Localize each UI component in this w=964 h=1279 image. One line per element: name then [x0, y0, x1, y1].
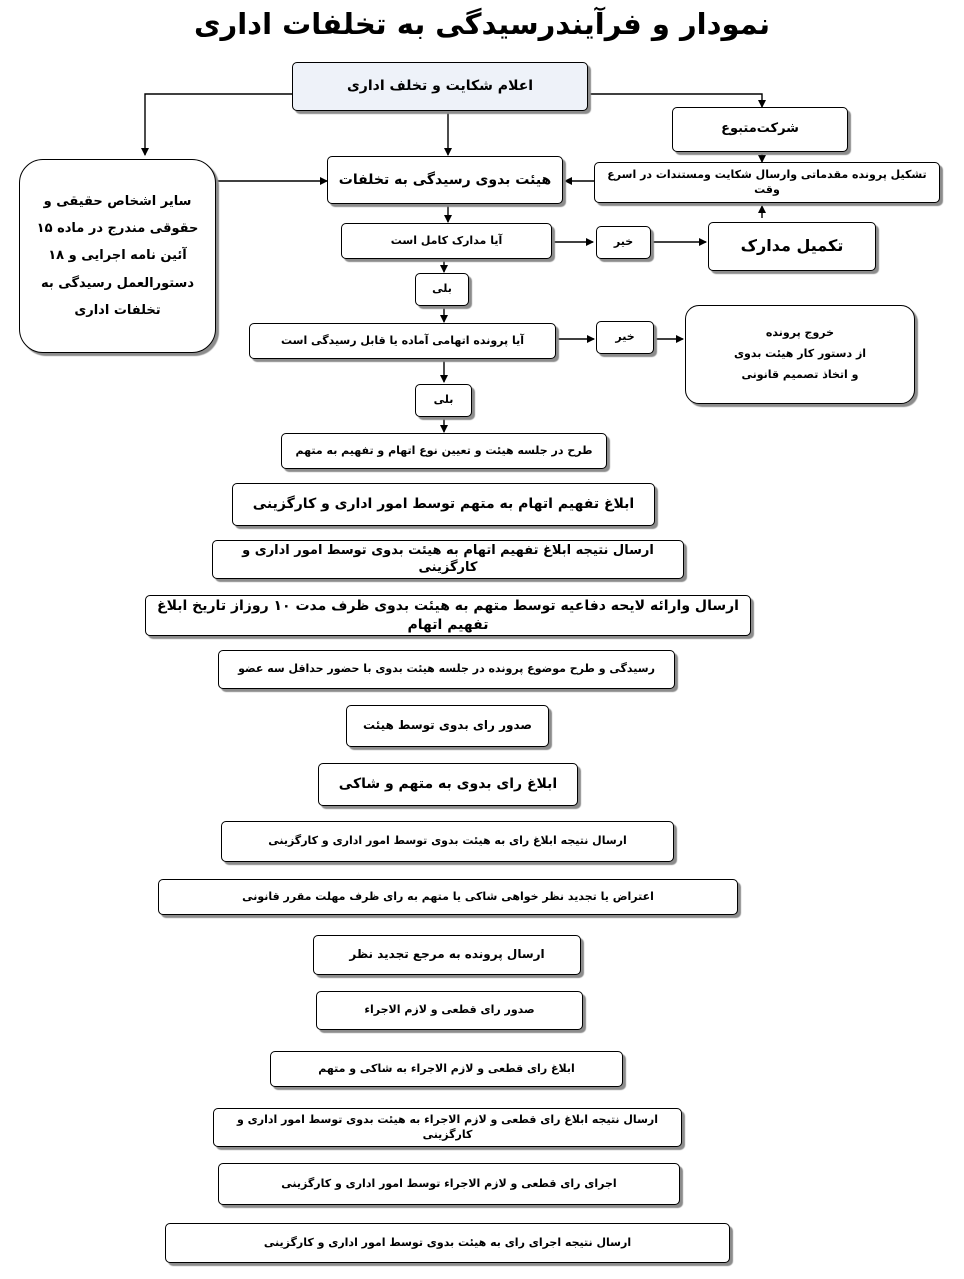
step-15-label: ارسال نتیجه اجرای رای به هیئت بدوی توسط امور اداری و کارگزینی — [263, 1235, 632, 1249]
step-13 — [213, 1108, 682, 1147]
start-node-label: اعلام شکایت و تخلف اداری — [346, 78, 534, 95]
arrow-start-to-complainant — [588, 94, 762, 107]
step-9 — [158, 879, 738, 915]
yes-decision-2-label: بلی — [433, 393, 454, 407]
step-12-label: ابلاغ رای قطعی و لازم الاجراء به شاکی و متهم — [318, 1061, 575, 1075]
step-8 — [221, 821, 674, 862]
page-title: نمودار و فرآیندرسیدگی به تخلفات اداری — [193, 7, 771, 41]
ready-question-label: آیا پرونده اتهامی آماده یا قابل رسیدگی است — [281, 333, 525, 347]
start-node — [292, 62, 588, 111]
complete-docs-label: تکمیل مدارک — [740, 236, 844, 256]
step-2 — [232, 483, 655, 526]
step-1 — [281, 433, 607, 469]
step-9-label: اعتراض یا تجدید نظر خواهی شاکی یا متهم به رای ظرف مهلت مقرر قانونی — [242, 889, 654, 903]
docs-question-label: آیا مدارک کامل است — [390, 233, 503, 247]
step-13-label: ارسال نتیجه ابلاغ رای قطعی و لازم الاجراء به هیئت بدوی توسط امور اداری و کارگزینی — [236, 1113, 658, 1141]
exit-node — [685, 305, 915, 404]
step-14-label: اجرای رای قطعی و لازم الاجراء توسط امور اداری و کارگزینی — [281, 1176, 617, 1190]
others-node — [19, 159, 216, 353]
step-4-label: ارسال وارائه لایحه دفاعیه توسط متهم به هیئت بدوی ظرف مدت ۱۰ روزاز تاریخ ابلاغ تفهیم اتهام — [157, 598, 739, 633]
yes-decision-2 — [415, 384, 472, 417]
step-12 — [270, 1051, 623, 1087]
step-5 — [218, 650, 675, 689]
no-decision-2 — [596, 321, 654, 354]
yes-decision-1-label: بلی — [432, 282, 452, 296]
complete-docs-node — [708, 222, 876, 271]
arrow-start-to-others — [145, 94, 292, 155]
step-3-label: ارسال نتیجه ابلاغ تفهیم اتهام به هیئت بدوی توسط امور اداری و کارگزینی — [242, 542, 654, 575]
step-6-label: صدور رای بدوی توسط هیئت — [362, 718, 533, 733]
others-node-label: سایر اشخاص حقیقی و حقوقی مندرج در ماده ۱۵ آئین نامه اجرایی و ۱۸ دستورالعمل رسیدگی به تخلفات اداری — [36, 193, 199, 318]
step-11-label: صدور رای قطعی و لازم الاجراء — [364, 1003, 535, 1017]
step-7-label: ابلاغ رای بدوی به متهم و شاکی — [338, 776, 558, 793]
step-7 — [318, 763, 578, 806]
step-11 — [316, 991, 583, 1030]
step-3 — [212, 540, 684, 579]
no-decision-1-label: خیر — [613, 235, 634, 249]
no-decision-2-label: خیر — [615, 330, 635, 344]
no-decision-1 — [596, 226, 651, 259]
preliminary-node — [594, 162, 940, 203]
step-14 — [218, 1163, 680, 1205]
step-10 — [313, 935, 581, 975]
step-6 — [346, 705, 549, 747]
step-8-label: ارسال نتیجه ابلاغ رای به هیئت بدوی توسط امور اداری و کارگزینی — [268, 834, 627, 848]
step-15 — [165, 1223, 730, 1263]
board-node — [327, 156, 563, 204]
exit-node-label: خروج پرونده از دستور کار هیئت بدوی و اتخاذ تصمیم قانونی — [733, 326, 867, 381]
step-5-label: رسیدگی و طرح موضوع پرونده در جلسه هیئت بدوی با حضور حداقل سه عضو — [238, 662, 655, 676]
yes-decision-1 — [415, 273, 469, 306]
ready-question-node — [249, 323, 556, 359]
step-10-label: ارسال پرونده به مرجع تجدید نظر — [349, 947, 545, 962]
step-4 — [145, 595, 751, 636]
docs-question-node — [341, 223, 552, 259]
complainant-node-label: شرکت‌متبوع — [721, 121, 799, 137]
board-node-label: هیئت بدوی رسیدگی به تخلفات — [338, 171, 552, 188]
complainant-node — [672, 107, 848, 152]
step-2-label: ابلاغ تفهیم اتهام به متهم توسط امور اداری و کارگزینی — [252, 496, 635, 513]
step-1-label: طرح در جلسه هیئت و تعیین نوع اتهام و تفهیم به متهم — [295, 443, 593, 457]
preliminary-node-label: تشکیل پرونده مقدماتی وارسال شکایت ومستندات در اسرع وقت — [607, 168, 927, 196]
